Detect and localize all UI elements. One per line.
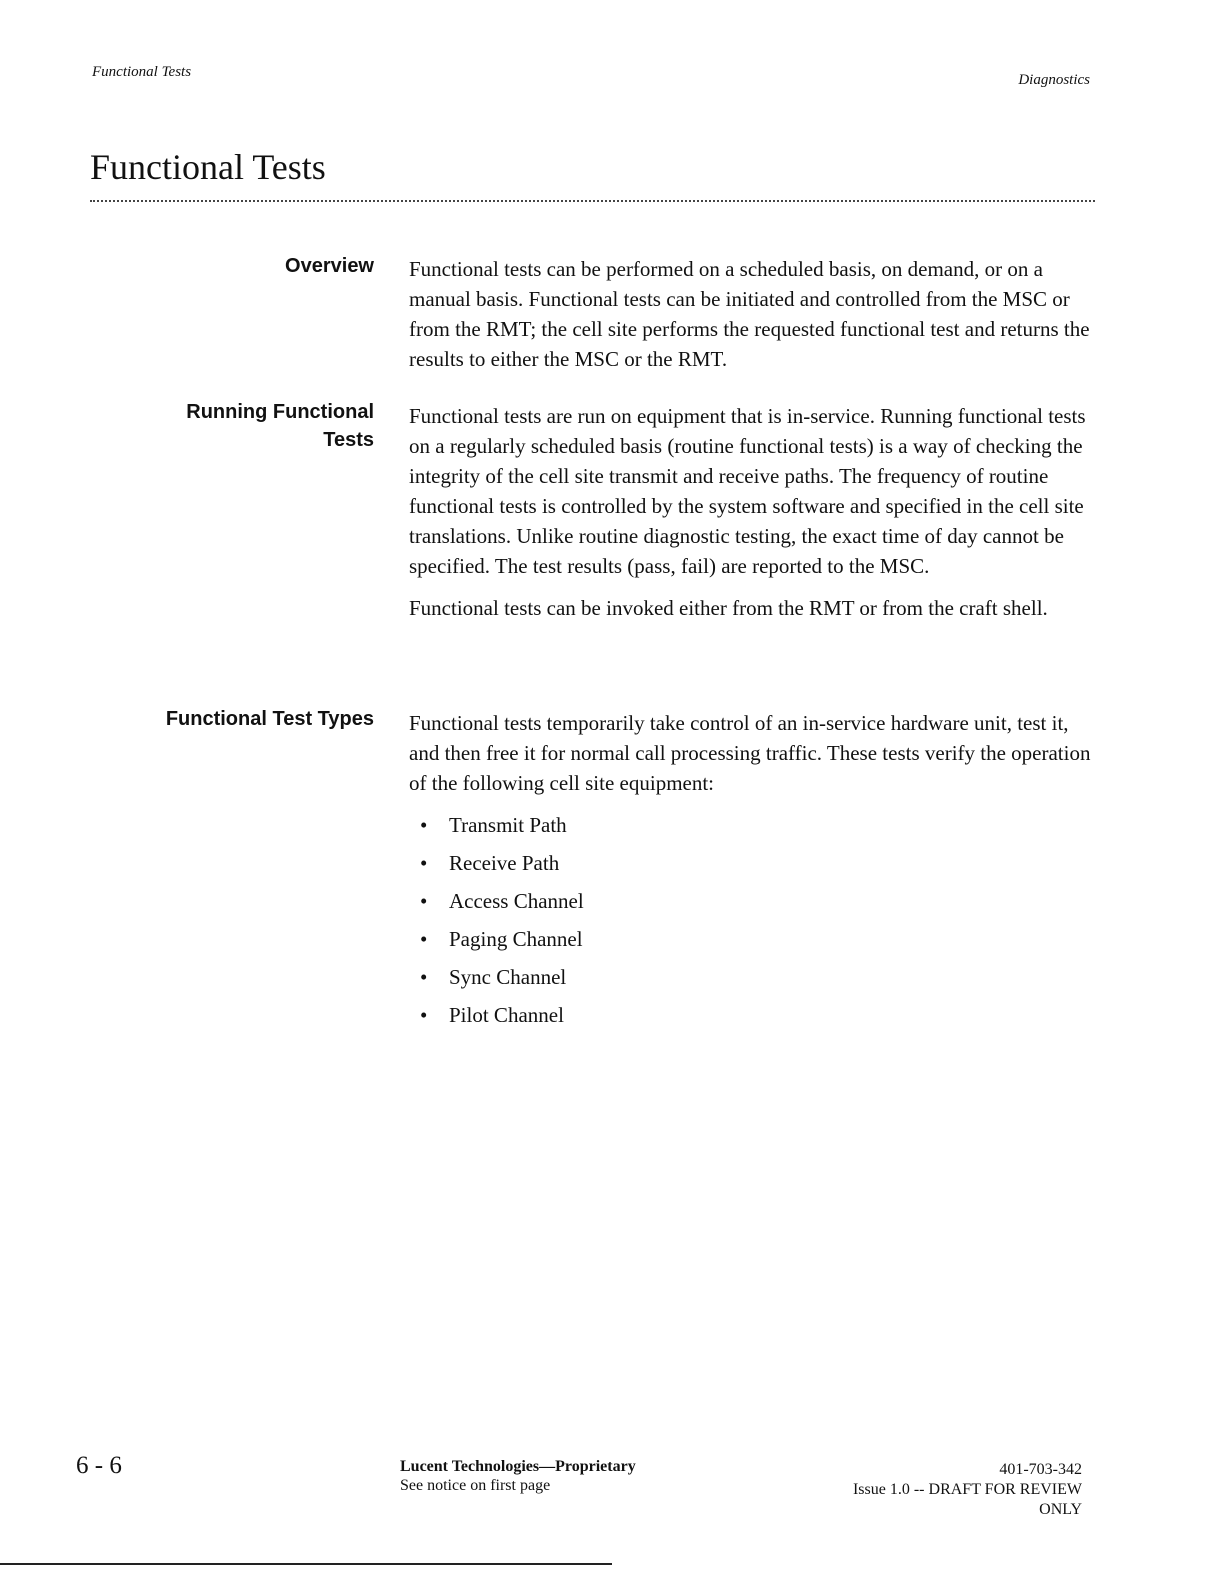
list-item <box>409 962 1099 1000</box>
running-head-right: Diagnostics <box>1018 72 1090 88</box>
list-item-label: Sync Channel <box>449 965 567 989</box>
bullet-icon: • <box>420 851 428 875</box>
bullet-icon: • <box>420 813 428 837</box>
title-divider <box>90 200 1095 202</box>
test-types-paragraph: Functional tests temporarily take control of an in-service hardware unit, test it, and then free it for normal call processing traffic. These tests verify the operation of the following cell site equipment: <box>409 711 1091 795</box>
equipment-list <box>409 810 1099 1038</box>
running-paragraph-1: Functional tests are run on equipment that is in-service. Running functional tests on a regularly scheduled basis (routine functional tests) is a way of checking the integrity of the cell site transmit and receive paths. The frequency of routine functional tests is controlled by the system software and specified in the cell site translations. Unlike routine diagnostic testing, the exact time of day cannot be specified. The test results (pass, fail) are reported to the MSC. <box>409 404 1086 578</box>
footer-proprietary-notice <box>400 1457 636 1495</box>
running-head-left: Functional Tests <box>92 64 192 80</box>
list-item <box>409 810 1099 848</box>
list-item <box>409 1000 1099 1038</box>
running-heading-line-1: Running Functional <box>186 401 374 423</box>
list-item-label: Pilot Channel <box>449 1003 564 1027</box>
bullet-icon: • <box>420 965 428 989</box>
page-title: Functional Tests <box>90 147 326 187</box>
footer-doc-number: 401-703-342 <box>999 1461 1082 1478</box>
bullet-icon: • <box>420 927 428 951</box>
footer-document-info <box>782 1460 1082 1520</box>
list-item <box>409 848 1099 886</box>
overview-heading: Overview <box>285 255 374 277</box>
list-item-label: Access Channel <box>449 889 584 913</box>
list-item <box>409 924 1099 962</box>
footer-notice: See notice on first page <box>400 1477 551 1494</box>
bottom-divider <box>0 1563 612 1565</box>
running-functional-tests-body <box>409 401 1099 635</box>
overview-paragraph: Functional tests can be performed on a scheduled basis, on demand, or on a manual basis. Functional tests can be initiated and controlled from the MSC or from the RMT; the cell site performs the requested functional test and returns the results to either the MSC or the RMT. <box>409 257 1090 371</box>
functional-test-types-heading: Functional Test Types <box>165 708 374 730</box>
page-number: 6 - 6 <box>76 1452 122 1479</box>
footer-issue-line-1: Issue 1.0 -- DRAFT FOR REVIEW <box>852 1481 1082 1498</box>
bullet-icon: • <box>420 889 428 913</box>
list-item-label: Paging Channel <box>449 927 583 951</box>
running-heading-line-2: Tests <box>323 429 374 451</box>
running-paragraph-2: Functional tests can be invoked either from the RMT or from the craft shell. <box>409 596 1048 620</box>
list-item-label: Receive Path <box>449 851 560 875</box>
list-item <box>409 886 1099 924</box>
footer-issue-line-2: ONLY <box>1039 1501 1082 1518</box>
bullet-icon: • <box>420 1003 428 1027</box>
overview-body <box>409 254 1099 386</box>
running-functional-tests-heading <box>114 398 374 454</box>
list-item-label: Transmit Path <box>449 813 567 837</box>
footer-company: Lucent Technologies—Proprietary <box>400 1458 636 1475</box>
functional-test-types-body <box>409 708 1099 1038</box>
